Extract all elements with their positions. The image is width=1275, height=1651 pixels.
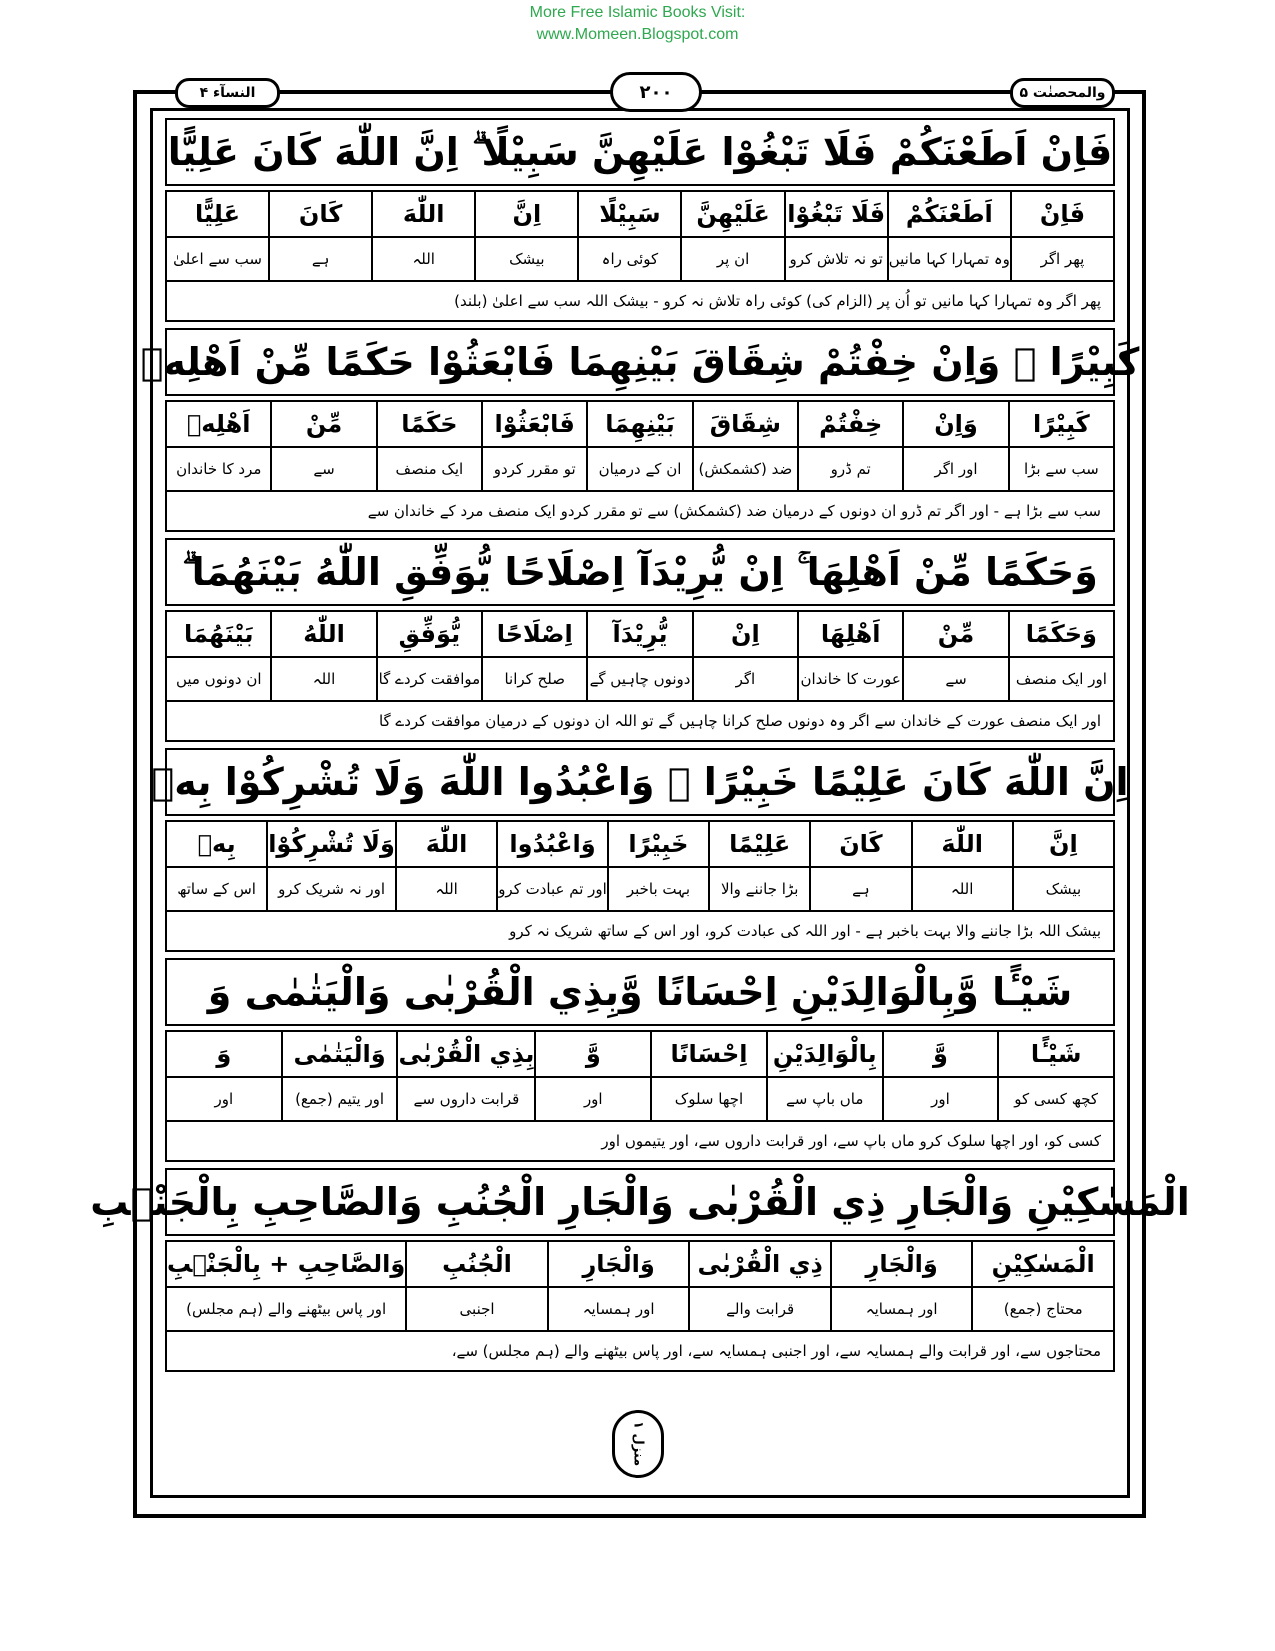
urdu-word-meaning: اور یتیم (جمع) [295, 1090, 385, 1108]
arabic-word: كَانَ [811, 822, 910, 868]
arabic-word: فَلَا تَبْغُوْا [786, 192, 887, 238]
arabic-word: بِهٖ [167, 822, 266, 868]
word-column [577, 192, 680, 280]
arabic-word: شِقَاقَ [694, 402, 797, 448]
juz-label: والمحصنٰت ۵ [1010, 78, 1115, 108]
urdu-word-meaning: اللہ [412, 250, 435, 268]
word-column [911, 822, 1012, 910]
arabic-word: بَيْنَهُمَا [167, 612, 270, 658]
urdu-word-meaning: ایک منصف [395, 460, 464, 478]
word-by-word-table [165, 610, 1115, 702]
urdu-word-meaning: اگر [735, 670, 756, 688]
arabic-verse-line: فَاِنْ اَطَعْنَكُمْ فَلَا تَبْغُوْا عَلَيْهِنَّ سَبِيْلًا ۗ اِنَّ اللّٰهَ كَانَ عَلِيًّا [165, 118, 1115, 186]
arabic-word: حَكَمًا [378, 402, 481, 448]
arabic-word: مِّنْ [272, 402, 375, 448]
word-column [797, 612, 902, 700]
word-column [396, 1032, 534, 1120]
urdu-word-meaning: عورت کا خاندان [800, 670, 901, 688]
word-column [405, 1242, 547, 1330]
urdu-word-meaning: ماں باپ سے [786, 1090, 864, 1108]
word-column [167, 1032, 281, 1120]
arabic-verse-line: كَبِيْرًا ۞ وَاِنْ خِفْتُمْ شِقَاقَ بَيْنِهِمَا فَابْعَثُوْا حَكَمًا مِّنْ اَهْلِهٖ [165, 328, 1115, 396]
urdu-word-meaning: صلح کرانا [504, 670, 565, 688]
urdu-word-meaning: اور [931, 1090, 950, 1108]
arabic-word: بَيْنِهِمَا [588, 402, 691, 448]
word-column [167, 402, 270, 490]
urdu-word-meaning: اللہ [312, 670, 336, 688]
arabic-word: اللّٰهُ [272, 612, 375, 658]
page-number: ۲۰۰ [610, 72, 702, 112]
arabic-word: خِفْتُمْ [799, 402, 902, 448]
arabic-word: فَابْعَثُوْا [483, 402, 586, 448]
arabic-word: اِنَّ [1014, 822, 1113, 868]
arabic-word: اِنْ [694, 612, 797, 658]
urdu-word-meaning: اور ہمسایہ [865, 1300, 938, 1318]
arabic-word: وَالْيَتٰمٰى [283, 1032, 397, 1078]
urdu-word-meaning: اور اگر [934, 460, 978, 478]
word-column [586, 612, 691, 700]
urdu-translation-line: بیشک اللہ بڑا جاننے والا بہت باخبر ہے - اور اللہ کی عبادت کرو، اور اس کے ساتھ شریک نہ کرو [165, 912, 1115, 952]
word-column [997, 1032, 1113, 1120]
word-column [1012, 822, 1113, 910]
arabic-word: اللّٰهَ [397, 822, 496, 868]
word-column [650, 1032, 766, 1120]
arabic-word: وَ [167, 1032, 281, 1078]
word-column [971, 1242, 1113, 1330]
word-column [688, 1242, 830, 1330]
arabic-word: بِذِي الْقُرْبٰى [398, 1032, 534, 1078]
urdu-word-meaning: اور نہ شریک کرو [278, 880, 386, 898]
arabic-word: وَاِنْ [904, 402, 1007, 448]
word-column [270, 402, 375, 490]
arabic-verse-line: اِنَّ اللّٰهَ كَانَ عَلِيْمًا خَبِيْرًا ۞ وَاعْبُدُوا اللّٰهَ وَلَا تُشْرِكُوْا بِهٖ [165, 748, 1115, 816]
word-column [809, 822, 910, 910]
urdu-word-meaning: اور ایک منصف [1015, 670, 1107, 688]
arabic-word: سَبِيْلًا [579, 192, 680, 238]
urdu-word-meaning: اور [214, 1090, 234, 1108]
word-column [887, 192, 1010, 280]
word-column [496, 822, 607, 910]
urdu-translation-line: پھر اگر وہ تمہارا کہا مانیں تو اُن پر (الزام کی) کوئی راہ تلاش نہ کرو - بیشک اللہ سب سے اعلیٰ (بلند) [165, 282, 1115, 322]
word-column [547, 1242, 689, 1330]
arabic-word: وَاعْبُدُوا [498, 822, 607, 868]
arabic-word: ذِي الْقُرْبٰى [690, 1242, 830, 1288]
urdu-word-meaning: اور تم عبادت کرو [498, 880, 607, 898]
urdu-word-meaning: ان پر [716, 250, 750, 268]
word-column [395, 822, 496, 910]
word-column [474, 192, 577, 280]
urdu-word-meaning: تو نہ تلاش کرو [789, 250, 883, 268]
word-column [680, 192, 783, 280]
verse-section [165, 958, 1115, 1162]
urdu-word-meaning: بڑا جاننے والا [720, 880, 799, 898]
word-column [281, 1032, 397, 1120]
word-by-word-table [165, 820, 1115, 912]
manzil-marker: منزل ۱ [612, 1410, 664, 1478]
word-column [376, 612, 481, 700]
word-column [1008, 612, 1113, 700]
urdu-word-meaning: سے [945, 670, 967, 688]
verse-section [151, 748, 1129, 952]
urdu-word-meaning: اللہ [950, 880, 974, 898]
urdu-word-meaning: ہے [311, 250, 330, 268]
word-column [586, 402, 691, 490]
arabic-word: اِنَّ [476, 192, 577, 238]
urdu-translation-line: اور ایک منصف عورت کے خاندان سے اگر وہ دونوں صلح کرانا چاہیں گے تو اللہ ان دونوں کے درمیان موافقت کردے گا [165, 702, 1115, 742]
urdu-word-meaning: دونوں چاہیں گے [589, 670, 691, 688]
urdu-word-meaning: محتاج (جمع) [1003, 1300, 1083, 1318]
urdu-word-meaning: بیشک [1045, 880, 1082, 898]
arabic-word: فَاِنْ [1012, 192, 1113, 238]
urdu-word-meaning: وہ تمہارا کہا مانیں [888, 250, 1010, 268]
word-column [830, 1242, 972, 1330]
urdu-word-meaning: ضد (کشمکش) [698, 460, 793, 478]
word-column [692, 402, 797, 490]
arabic-word: اللّٰهَ [913, 822, 1012, 868]
urdu-word-meaning: سے [313, 460, 335, 478]
verse-section [165, 118, 1115, 322]
urdu-word-meaning: قرابت والے [726, 1300, 795, 1318]
urdu-word-meaning: کوئی راہ [601, 250, 659, 268]
word-column [371, 192, 474, 280]
arabic-word: وَّ [536, 1032, 650, 1078]
urdu-word-meaning: ان کے درمیان [598, 460, 682, 478]
urdu-word-meaning: اور [583, 1090, 603, 1108]
word-column [784, 192, 887, 280]
word-by-word-table [165, 190, 1115, 282]
arabic-word: وَالْجَارِ [549, 1242, 689, 1288]
promo-line-1: More Free Islamic Books Visit: [529, 4, 746, 21]
urdu-word-meaning: اور ہمسایہ [582, 1300, 655, 1318]
arabic-word: وَالصَّاحِبِ + بِالْجَنْۢبِ [167, 1242, 405, 1288]
arabic-verse-line: وَحَكَمًا مِّنْ اَهْلِهَا ۚ اِنْ يُّرِيْدَآ اِصْلَاحًا يُّوَفِّقِ اللّٰهُ بَيْنَهُمَا ۗ [165, 538, 1115, 606]
promo-line-2[interactable]: www.Momeen.Blogspot.com [536, 26, 739, 43]
word-column [376, 402, 481, 490]
urdu-word-meaning: قرابت داروں سے [413, 1090, 520, 1108]
surah-label: النسآء ۴ [175, 78, 280, 108]
arabic-word: عَلَيْهِنَّ [682, 192, 783, 238]
urdu-word-meaning: اللہ [435, 880, 458, 898]
word-column [797, 402, 902, 490]
word-column [481, 402, 586, 490]
word-column [481, 612, 586, 700]
word-column [882, 1032, 998, 1120]
urdu-word-meaning: کچھ کسی کو [1014, 1090, 1099, 1108]
arabic-verse-line: شَيْـًٔا وَّبِالْوَالِدَيْنِ اِحْسَانًا وَّبِذِي الْقُرْبٰى وَالْيَتٰمٰى وَ [165, 958, 1115, 1026]
word-column [766, 1032, 882, 1120]
arabic-word: اِصْلَاحًا [483, 612, 586, 658]
arabic-word: كَبِيْرًا [1010, 402, 1113, 448]
word-column [607, 822, 708, 910]
urdu-translation-line: سب سے بڑا ہے - اور اگر تم ڈرو ان دونوں کے درمیان ضد (کشمکش) سے تو مقرر کردو ایک منصف مرد کے خاندان سے [165, 492, 1115, 532]
word-by-word-table [165, 1030, 1115, 1122]
page-content [90, 118, 1190, 1422]
word-column [692, 612, 797, 700]
urdu-word-meaning: مرد کا خاندان [176, 460, 262, 478]
urdu-word-meaning: اجنبی [459, 1300, 495, 1318]
urdu-word-meaning: موافقت کردے گا [378, 670, 481, 688]
arabic-verse-line: الْمَسٰكِيْنِ وَالْجَارِ ذِي الْقُرْبٰى وَالْجَارِ الْجُنُبِ وَالصَّاحِبِ بِالْجَنْۢبِ [165, 1168, 1115, 1236]
word-column [167, 1242, 405, 1330]
arabic-word: شَيْـًٔا [999, 1032, 1113, 1078]
word-column [902, 612, 1007, 700]
word-column [1008, 402, 1113, 490]
word-column [167, 822, 266, 910]
word-column [266, 822, 395, 910]
urdu-word-meaning: بیشک [509, 250, 545, 268]
urdu-word-meaning: پھر اگر [1040, 250, 1085, 268]
arabic-word: وَحَكَمًا [1010, 612, 1113, 658]
urdu-translation-line: کسی کو، اور اچھا سلوک کرو ماں باپ سے، اور قرابت داروں سے، اور یتیموں اور [165, 1122, 1115, 1162]
word-column [902, 402, 1007, 490]
urdu-word-meaning: اس کے ساتھ [177, 880, 256, 898]
urdu-word-meaning: سب سے بڑا [1023, 460, 1099, 478]
word-column [1010, 192, 1113, 280]
arabic-word: اِحْسَانًا [652, 1032, 766, 1078]
arabic-word: وَلَا تُشْرِكُوْا [268, 822, 395, 868]
urdu-word-meaning: ہے [852, 880, 870, 898]
verse-section [165, 538, 1115, 742]
arabic-word: يُّرِيْدَآ [588, 612, 691, 658]
urdu-word-meaning: بہت باخبر [626, 880, 691, 898]
arabic-word: اَطَعْنَكُمْ [889, 192, 1010, 238]
arabic-word: مِّنْ [904, 612, 1007, 658]
arabic-word: الْمَسٰكِيْنِ [973, 1242, 1113, 1288]
arabic-word: عَلِيًّا [167, 192, 268, 238]
arabic-word: اَهْلِهٖ [167, 402, 270, 448]
urdu-word-meaning: تم ڈرو [830, 460, 871, 478]
word-by-word-table [165, 400, 1115, 492]
urdu-word-meaning: ان دونوں میں [175, 670, 262, 688]
urdu-word-meaning: اور پاس بیٹھنے والے (ہم مجلس) [186, 1300, 387, 1318]
word-column [708, 822, 809, 910]
urdu-word-meaning: اچھا سلوک [674, 1090, 744, 1108]
word-column [268, 192, 371, 280]
arabic-word: بِالْوَالِدَيْنِ [768, 1032, 882, 1078]
arabic-word: وَالْجَارِ [832, 1242, 972, 1288]
word-column [534, 1032, 650, 1120]
urdu-word-meaning: تو مقرر کردو [493, 460, 576, 478]
arabic-word: وَّ [884, 1032, 998, 1078]
urdu-translation-line: محتاجوں سے، اور قرابت والے ہمسایہ سے، اور اجنبی ہمسایہ سے، اور پاس بیٹھنے والے (ہم مجلس) سے، [165, 1332, 1115, 1372]
arabic-word: يُّوَفِّقِ [378, 612, 481, 658]
arabic-word: الْجُنُبِ [407, 1242, 547, 1288]
arabic-word: اللّٰهَ [373, 192, 474, 238]
word-column [167, 612, 270, 700]
urdu-word-meaning: سب سے اعلیٰ [173, 250, 262, 268]
word-column [167, 192, 268, 280]
arabic-word: اَهْلِهَا [799, 612, 902, 658]
arabic-word: عَلِيْمًا [710, 822, 809, 868]
word-by-word-table [165, 1240, 1115, 1332]
word-column [270, 612, 375, 700]
arabic-word: خَبِيْرًا [609, 822, 708, 868]
arabic-word: كَانَ [270, 192, 371, 238]
verse-section [90, 1168, 1190, 1372]
verse-section [140, 328, 1140, 532]
